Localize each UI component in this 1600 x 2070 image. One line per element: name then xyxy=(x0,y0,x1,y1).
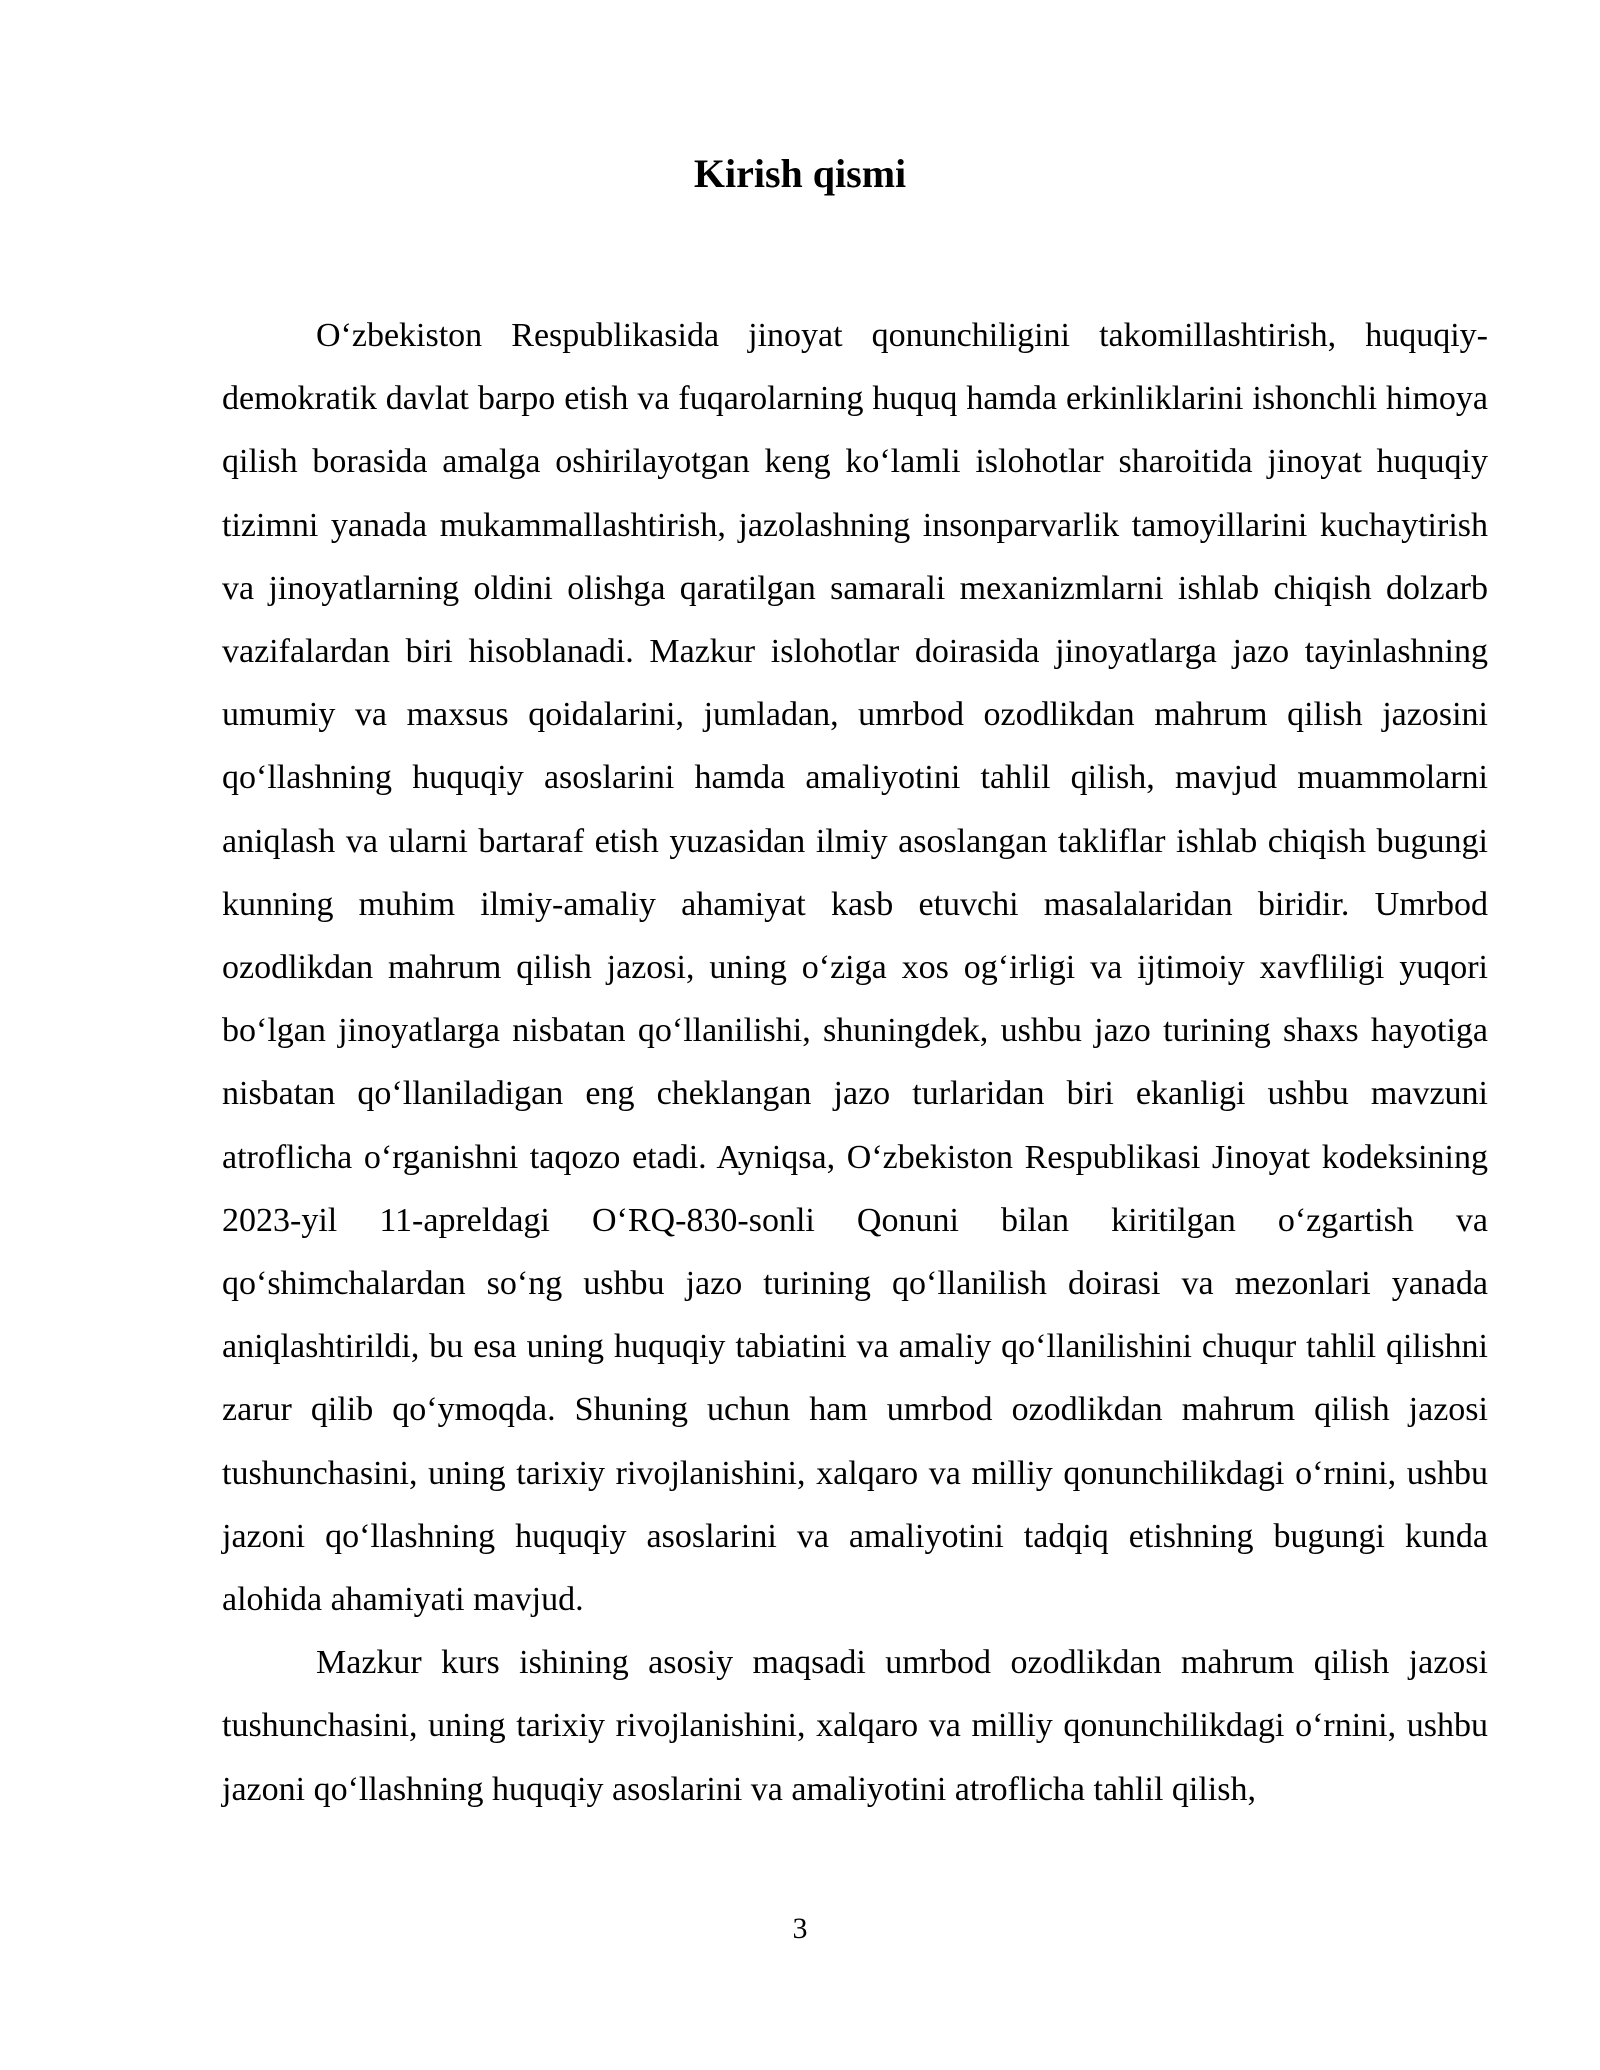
page-number: 3 xyxy=(792,1912,808,1945)
body-text xyxy=(222,304,1488,1821)
paragraph-2: Mazkur kurs ishining asosiy maqsadi umrbod ozodlikdan mahrum qilish jazosi tushunchasini, uning tarixiy rivojlanishini, xalqaro va milliy qonunchilikdagi o‘rnini, ushbu jazoni qo‘llashning huquqiy asoslarini va amaliyotini atroflicha tahlil qilish, xyxy=(222,1644,1488,1808)
page-title: Kirish qismi xyxy=(693,151,907,196)
paragraph-1: O‘zbekiston Respublikasida jinoyat qonunchiligini takomillashtirish, huquqiy-demokratik davlat barpo etish va fuqarolarning huquq hamda erkinliklarini ishonchli himoya qilish borasida amalga oshirilayotgan keng ko‘lamli islohotlar sharoitida jinoyat huquqiy tizimni yanada mukammallashtirish, jazolashning insonparvarlik tamoyillarini kuchaytirish va jinoyatlarning oldini olishga qaratilgan samarali mexanizmlarni ishlab chiqish dolzarb vazifalardan biri hisoblanadi. Mazkur islohotlar doirasida jinoyatlarga jazo tayinlashning umumiy va maxsus qoidalarini, jumladan, umrbod ozodlikdan mahrum qilish jazosini qo‘llashning huquqiy asoslarini hamda amaliyotini tahlil qilish, mavjud muammolarni aniqlash va ularni bartaraf etish yuzasidan ilmiy asoslangan takliflar ishlab chiqish bugungi kunning muhim ilmiy-amaliy ahamiyat kasb etuvchi masalalaridan biridir. Umrbod ozodlikdan mahrum qilish jazosi, uning o‘ziga xos og‘irligi va ijtimoiy xavfliligi yuqori bo‘lgan jinoyatlarga nisbatan qo‘llanilishi, shuningdek, ushbu jazo turining shaxs hayotiga nisbatan qo‘llaniladigan eng cheklangan jazo turlaridan biri ekanligi ushbu mavzuni atroflicha o‘rganishni taqozo etadi. Ayniqsa, O‘zbekiston Respublikasi Jinoyat kodeksining 2023-yil 11-apreldagi O‘RQ-830-sonli Qonuni bilan kiritilgan o‘zgartish va qo‘shimchalardan so‘ng ushbu jazo turining qo‘llanilish doirasi va mezonlari yanada aniqlashtirildi, bu esa uning huquqiy tabiatini va amaliy qo‘llanilishini chuqur tahlil qilishni zarur qilib qo‘ymoqda. Shuning uchun ham umrbod ozodlikdan mahrum qilish jazosi tushunchasini, uning tarixiy rivojlanishini, xalqaro va milliy qonunchilikdagi o‘rnini, ushbu jazoni qo‘llashning huquqiy asoslarini va amaliyotini tadqiq etishning bugungi kunda alohida ahamiyati mavjud. xyxy=(222,317,1488,1619)
